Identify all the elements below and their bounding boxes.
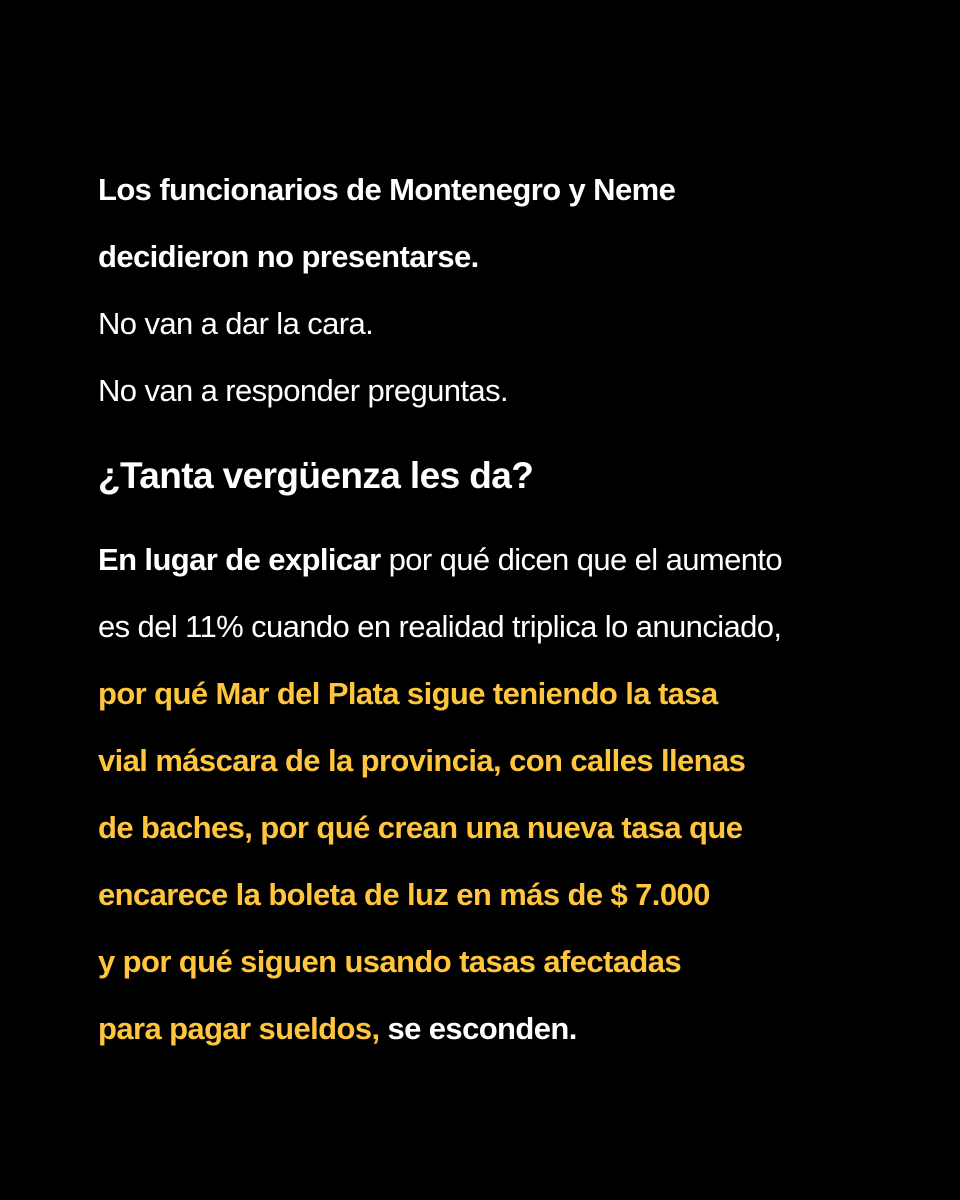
body-line-1 bbox=[98, 526, 898, 593]
intro-line-2: decidieron no presentarse. bbox=[98, 239, 479, 274]
body-line-1-bold: En lugar de explicar bbox=[98, 542, 381, 577]
highlight-line-2: vial máscara de la provincia, con calles llenas bbox=[98, 743, 746, 778]
closing-text: se esconden. bbox=[379, 1011, 577, 1046]
highlight-line-1: por qué Mar del Plata sigue teniendo la tasa bbox=[98, 676, 718, 711]
body-line-1-regular: por qué dicen que el aumento bbox=[380, 542, 783, 577]
final-line bbox=[98, 995, 898, 1062]
highlight-line-5: y por qué siguen usando tasas afectadas bbox=[98, 944, 682, 979]
intro-block bbox=[98, 156, 898, 424]
question-heading: ¿Tanta vergüenza les da? bbox=[98, 455, 534, 496]
intro-line-1: Los funcionarios de Montenegro y Neme bbox=[98, 172, 676, 207]
intro-line-3: No van a dar la cara. bbox=[98, 306, 374, 341]
highlight-line-4: encarece la boleta de luz en más de $ 7.000 bbox=[98, 877, 710, 912]
highlight-line-6: para pagar sueldos, bbox=[98, 1011, 380, 1046]
post-text bbox=[98, 156, 898, 1062]
body-block bbox=[98, 526, 898, 1062]
highlight-line-3: de baches, por qué crean una nueva tasa que bbox=[98, 810, 743, 845]
body-line-2: es del 11% cuando en realidad triplica lo anunciado, bbox=[98, 609, 782, 644]
intro-line-4: No van a responder preguntas. bbox=[98, 373, 508, 408]
